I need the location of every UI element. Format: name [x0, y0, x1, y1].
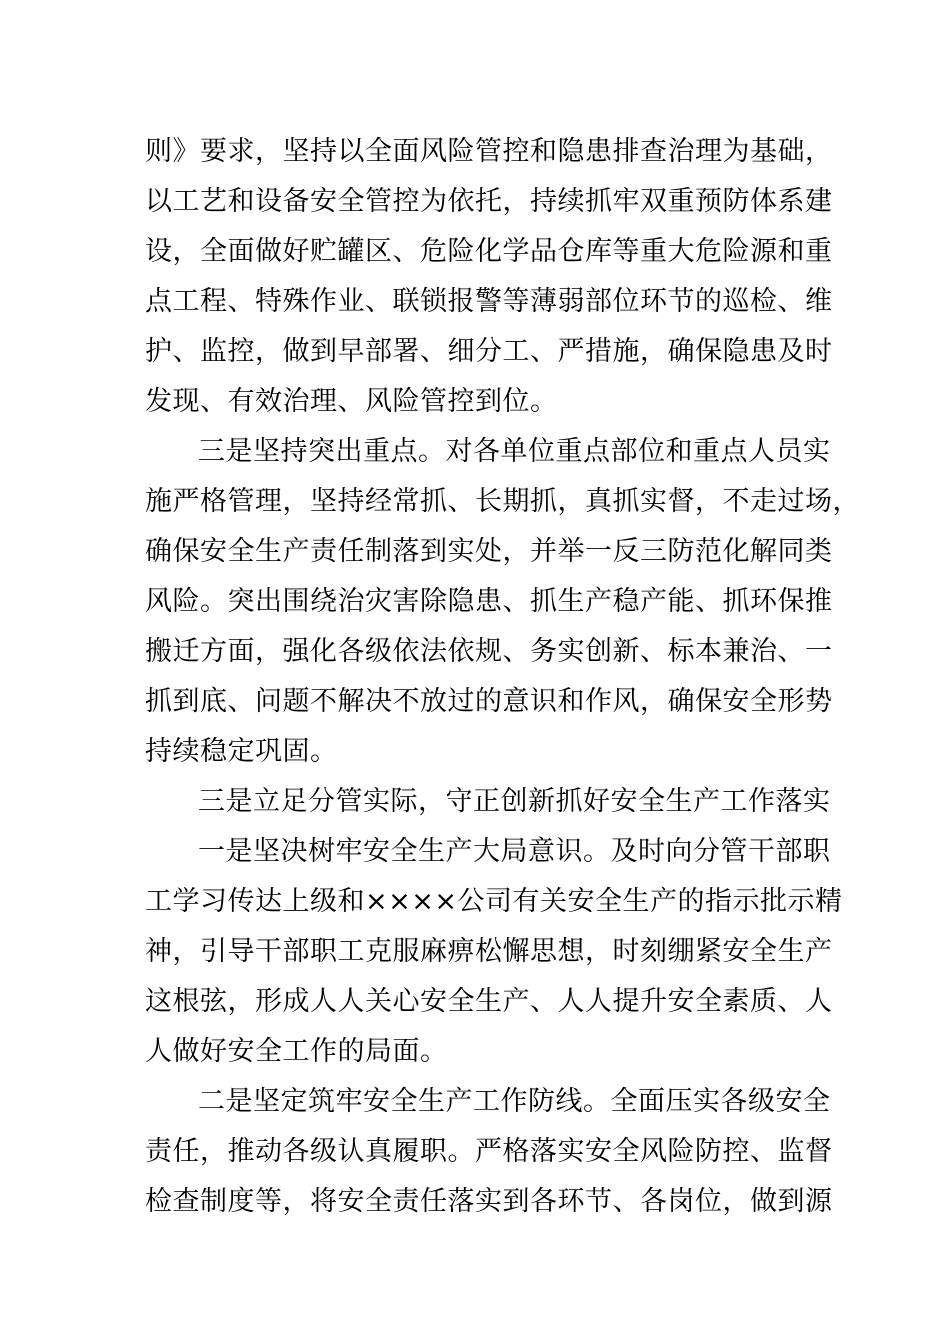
text-line: 抓到底、问题不解决不放过的意识和作风，确保安全形势 [145, 686, 833, 717]
text-line: 搬迁方面，强化各级依法依规、务实创新、标本兼治、一 [145, 636, 833, 667]
text-line: 神，引导干部职工克服麻痹松懈思想，时刻绷紧安全生产 [145, 936, 833, 967]
section-heading-line: 三是立足分管实际，守正创新抓好安全生产工作落实 [198, 786, 831, 817]
text-line: 工学习传达上级和××××公司有关安全生产的指示批示精 [145, 886, 843, 917]
text-line: 这根弦，形成人人关心安全生产、人人提升安全素质、人 [145, 986, 833, 1017]
paragraph-start-line: 三是坚持突出重点。对各单位重点部位和重点人员实 [198, 436, 831, 467]
text-line: 护、监控，做到早部署、细分工、严措施，确保隐患及时 [145, 336, 833, 367]
text-line: 持续稳定巩固。 [145, 736, 338, 767]
text-line: 发现、有效治理、风险管控到位。 [145, 386, 558, 417]
paragraph-start-line: 一是坚决树牢安全生产大局意识。及时向分管干部职 [198, 836, 831, 867]
text-line: 确保安全生产责任制落到实处，并举一反三防范化解同类 [145, 536, 833, 567]
text-line: 点工程、特殊作业、联锁报警等薄弱部位环节的巡检、维 [145, 286, 833, 317]
text-line: 设，全面做好贮罐区、危险化学品仓库等重大危险源和重 [145, 236, 833, 267]
text-line: 人做好安全工作的局面。 [145, 1036, 448, 1067]
text-line: 责任，推动各级认真履职。严格落实安全风险防控、监督 [145, 1136, 833, 1167]
paragraph-start-line: 二是坚定筑牢安全生产工作防线。全面压实各级安全 [198, 1086, 831, 1117]
text-line: 风险。突出围绕治灾害除隐患、抓生产稳产能、抓环保推 [145, 586, 833, 617]
text-line: 施严格管理，坚持经常抓、长期抓，真抓实督，不走过场， [145, 486, 860, 517]
text-line: 检查制度等，将安全责任落实到各环节、各岗位，做到源 [145, 1186, 833, 1217]
text-line: 以工艺和设备安全管控为依托，持续抓牢双重预防体系建 [145, 186, 833, 217]
text-line: 则》要求，坚持以全面风险管控和隐患排查治理为基础， [145, 136, 833, 167]
